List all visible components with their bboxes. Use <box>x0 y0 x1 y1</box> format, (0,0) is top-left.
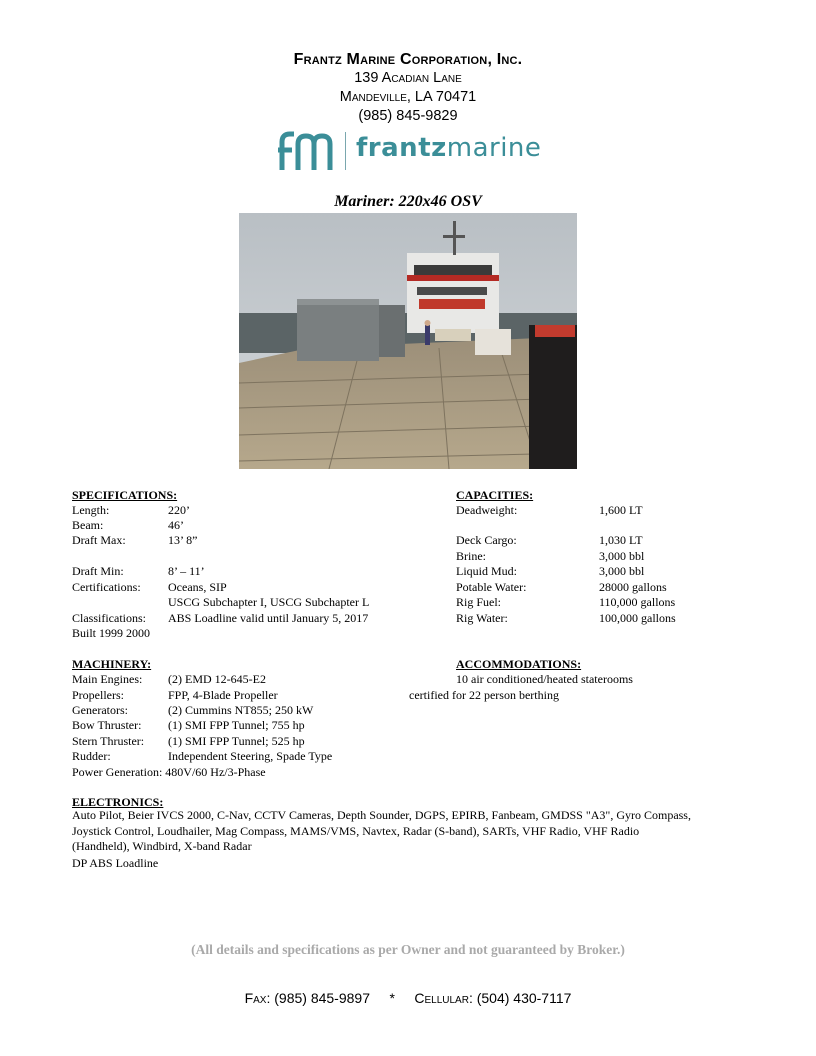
capacity-label: Brine: <box>456 549 486 563</box>
address-line-1: 139 Acadian Lane <box>354 70 462 86</box>
capacity-value: 100,000 gallons <box>599 611 676 625</box>
capacity-label: Rig Fuel: <box>456 595 502 609</box>
capacity-label: Liquid Mud: <box>456 564 518 578</box>
capacity-value: 110,000 gallons <box>599 595 676 609</box>
logo-wordmark <box>356 133 541 163</box>
spec-value: USCG Subchapter I, USCG Subchapter L <box>168 595 370 609</box>
capacity-value: 28000 gallons <box>599 580 667 594</box>
specifications-heading: SPECIFICATIONS: <box>72 488 178 502</box>
accommodations-line-1: 10 air conditioned/heated staterooms <box>456 672 633 686</box>
machinery-label: Generators: <box>72 703 128 717</box>
spec-value: Oceans, SIP <box>168 580 227 594</box>
disclaimer: (All details and specifications as per Owner and not guaranteed by Broker.) <box>191 942 625 957</box>
capacity-label: Potable Water: <box>456 580 527 594</box>
machinery-value: (2) Cummins NT855; 250 kW <box>168 703 314 717</box>
cellular-number: (504) 430-7117 <box>476 990 572 1006</box>
cellular-label: Cellular: <box>414 990 473 1006</box>
spec-label: Beam: <box>72 518 104 532</box>
logo-word-light: marine <box>446 133 542 163</box>
spec-value: 8’ – 11’ <box>168 564 205 578</box>
machinery-value: FPP, 4-Blade Propeller <box>168 688 278 702</box>
spec-label: Draft Min: <box>72 564 124 578</box>
built-year: Built 1999 2000 <box>72 626 151 640</box>
machinery-value: (2) EMD 12-645-E2 <box>168 672 266 686</box>
logo-word-bold: frantz <box>356 133 447 163</box>
machinery-label: Stern Thruster: <box>72 734 145 748</box>
electronics-heading: ELECTRONICS: <box>72 795 164 809</box>
spec-label: Classifications: <box>72 611 146 625</box>
capacity-value: 3,000 bbl <box>599 564 645 578</box>
capacity-value: 1,030 LT <box>599 533 643 547</box>
fax-number: (985) 845-9897 <box>274 990 370 1006</box>
dp-loadline: DP ABS Loadline <box>72 856 159 870</box>
spec-value: 46’ <box>168 518 184 532</box>
capacity-value: 1,600 LT <box>599 503 643 517</box>
electronics-list: Auto Pilot, Beier IVCS 2000, C-Nav, CCTV Cameras, Depth Sounder, DGPS, EPIRB, Fanbeam, GMDSS "A3", Gyro Compass, Joystick Control, Loudhailer, Mag Compass, MAMS/VMS, Navtex, Radar (S-band), SARTs, VHF Radio, VHF Radio (Handheld), Windbird, X-band Radar <box>72 808 691 853</box>
capacity-value: 3,000 bbl <box>599 549 645 563</box>
machinery-label: Rudder: <box>72 749 111 763</box>
spec-label: Draft Max: <box>72 533 126 547</box>
machinery-value: (1) SMI FPP Tunnel; 755 hp <box>168 718 305 732</box>
fm-monogram-icon <box>278 128 340 172</box>
spec-value: ABS Loadline valid until January 5, 2017 <box>168 611 369 625</box>
accommodations-heading: ACCOMMODATIONS: <box>456 657 582 671</box>
spec-value: 13’ 8” <box>168 533 198 547</box>
footer-contact <box>0 990 816 1006</box>
machinery-label: Main Engines: <box>72 672 143 686</box>
fax-label: Fax: <box>244 990 271 1006</box>
address-line-2: Mandeville, LA 70471 <box>339 89 477 105</box>
footer-separator: * <box>389 990 395 1006</box>
phone-number: (985) 845-9829 <box>358 108 458 124</box>
capacity-label: Deck Cargo: <box>456 533 517 547</box>
frantz-marine-logo <box>278 128 558 176</box>
spec-label: Certifications: <box>72 580 141 594</box>
vessel-title: Mariner: 220x46 OSV <box>334 193 482 210</box>
power-generation: Power Generation: 480V/60 Hz/3-Phase <box>72 765 266 779</box>
logo-divider <box>345 132 346 170</box>
accommodations-line-2: certified for 22 person berthing <box>409 688 559 702</box>
machinery-value: (1) SMI FPP Tunnel; 525 hp <box>168 734 305 748</box>
machinery-label: Propellers: <box>72 688 124 702</box>
machinery-label: Bow Thruster: <box>72 718 142 732</box>
spec-label: Length: <box>72 503 110 517</box>
company-name: Frantz Marine Corporation, Inc. <box>293 51 523 68</box>
vessel-photo <box>239 213 577 469</box>
machinery-heading: MACHINERY: <box>72 657 152 671</box>
capacities-heading: CAPACITIES: <box>456 488 534 502</box>
capacity-label: Deadweight: <box>456 503 518 517</box>
capacity-label: Rig Water: <box>456 611 508 625</box>
machinery-value: Independent Steering, Spade Type <box>168 749 333 763</box>
spec-value: 220’ <box>168 503 190 517</box>
